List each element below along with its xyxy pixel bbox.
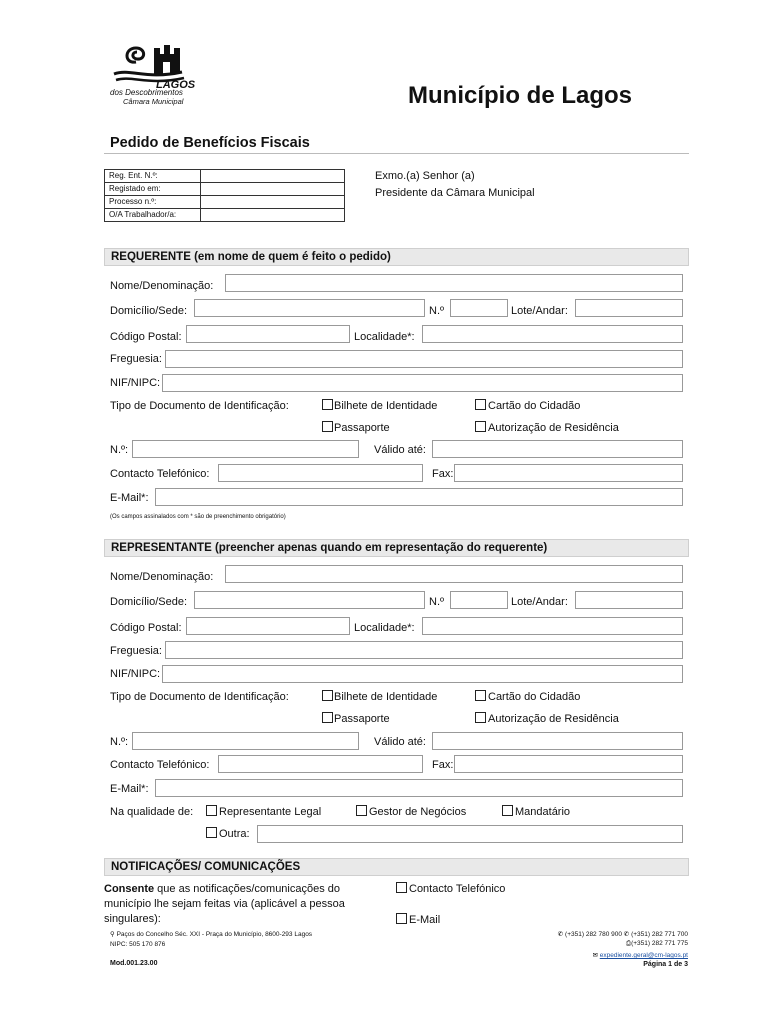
codigo-postal-field[interactable] [186,325,350,343]
footer-phones: ✆ (+351) 282 780 900 ✆ (+351) 282 771 700 [557,931,688,938]
logo-subtitle: dos Descobrimentos [110,88,183,97]
rep-nif-field[interactable] [162,665,683,683]
bi-checkbox[interactable] [322,399,333,410]
fax-field[interactable] [454,464,683,482]
rep-lote-field[interactable] [575,591,683,609]
rep-telefone-label: Contacto Telefónico: [110,759,210,771]
notif-email-label: E-Mail [409,914,441,926]
mail-icon: ✉ [592,952,598,959]
cc-checkbox[interactable] [475,399,486,410]
registry-table [104,169,345,222]
registry-value[interactable] [201,209,345,222]
telefone-field[interactable] [218,464,423,482]
table-row [105,170,345,183]
rep-lote-label: Lote/Andar: [511,596,568,608]
freguesia-field[interactable] [165,350,683,368]
lote-field[interactable] [575,299,683,317]
gestor-checkbox[interactable] [356,805,367,816]
registry-label: Registado em: [105,183,201,196]
rep-passaporte-checkbox[interactable] [322,712,333,723]
numero-label: N.º [429,305,445,317]
outra-field[interactable] [257,825,683,843]
qualidade-label: Na qualidade de: [110,806,194,818]
localidade-label: Localidade*: [354,331,415,343]
footer-email [592,951,688,959]
doc-numero-label: N.º: [110,444,129,456]
rep-freguesia-label: Freguesia: [110,645,162,657]
section-representante: REPRESENTANTE (preencher apenas quando em representação do requerente) [104,539,689,557]
nome-label: Nome/Denominação: [110,280,214,292]
numero-field[interactable] [450,299,508,317]
rep-bi-label: Bilhete de Identidade [334,691,438,703]
rep-localidade-label: Localidade*: [354,622,415,634]
table-row [105,196,345,209]
rep-nif-label: NIF/NIPC: [110,668,161,680]
footer-nipc: NIPC: 505 170 876 [110,941,166,948]
fax-label: Fax: [432,468,454,480]
notif-telefone-checkbox[interactable] [396,882,407,893]
consent-line1: que as notificações/comunicações do [154,883,341,895]
phone-icon: ✆ [557,931,564,938]
rep-domicilio-label: Domicílio/Sede: [110,596,188,608]
codigo-postal-label: Código Postal: [110,331,182,343]
passaporte-checkbox[interactable] [322,421,333,432]
telefone-label: Contacto Telefónico: [110,468,210,480]
passaporte-label: Passaporte [334,422,390,434]
email-link[interactable]: expediente.geral@cm-lagos.pt [599,952,688,959]
autorizacao-label: Autorização de Residência [488,422,619,434]
page-number: Página 1 de 3 [643,961,688,968]
model-code: Mod.001.23.00 [110,960,158,967]
rep-bi-checkbox[interactable] [322,690,333,701]
notif-email-checkbox[interactable] [396,913,407,924]
section-requerente: REQUERENTE (em nome de quem é feito o pedido) [104,248,689,266]
fax-icon: ⎙ [625,940,632,947]
title-divider [104,153,689,154]
nome-field[interactable] [225,274,683,292]
municipality-title: Município de Lagos [408,82,633,109]
doc-numero-field[interactable] [132,440,359,458]
mandatario-checkbox[interactable] [502,805,513,816]
registry-label: Reg. Ent. N.º: [105,170,201,183]
section-notificacoes: NOTIFICAÇÕES/ COMUNICAÇÕES [104,858,689,876]
autorizacao-checkbox[interactable] [475,421,486,432]
logo-emblem-icon [110,42,196,91]
valido-field[interactable] [432,440,683,458]
required-note: (Os campos assinalados com * são de preenchimento obrigatório) [110,514,286,520]
map-pin-icon: ⚲ [110,931,115,938]
nif-field[interactable] [162,374,683,392]
freguesia-label: Freguesia: [110,353,162,365]
consent-line3: singulares): [104,913,161,925]
rep-email-label: E-Mail*: [110,783,149,795]
rep-codigo-postal-label: Código Postal: [110,622,182,634]
registry-value[interactable] [201,170,345,183]
notif-telefone-label: Contacto Telefónico [409,883,506,895]
outra-checkbox[interactable] [206,827,217,838]
consent-text [104,882,374,927]
svg-text:LAGOS: LAGOS [156,79,196,91]
footer-fax: ⎙(+351) 282 771 775 [625,940,688,947]
footer-address: ⚲ Paços do Concelho Séc. XXI - Praça do Município, 8600-293 Lagos [110,931,313,938]
registry-value[interactable] [201,196,345,209]
bi-label: Bilhete de Identidade [334,400,438,412]
rep-cc-label: Cartão do Cidadão [488,691,581,703]
rep-fax-field[interactable] [454,755,683,773]
consent-line2: município lhe sejam feitas via (aplicável a pessoa [104,898,345,910]
rep-localidade-field[interactable] [422,617,683,635]
lote-label: Lote/Andar: [511,305,568,317]
rep-numero-label: N.º [429,596,445,608]
email-label: E-Mail*: [110,492,149,504]
municipal-logo [110,42,196,108]
rep-valido-field[interactable] [432,732,683,750]
rep-cc-checkbox[interactable] [475,690,486,701]
valido-label: Válido até: [374,444,426,456]
rep-telefone-field[interactable] [218,755,423,773]
logo-org: Câmara Municipal [123,97,184,106]
consent-bold: Consente [104,883,155,895]
registry-label: Processo n.º: [105,196,201,209]
domicilio-label: Domicílio/Sede: [110,305,188,317]
rep-fax-label: Fax: [432,759,454,771]
rep-codigo-postal-field[interactable] [186,617,350,635]
domicilio-field[interactable] [194,299,425,317]
rep-nome-field[interactable] [225,565,683,583]
rep-numero-field[interactable] [450,591,508,609]
rep-passaporte-label: Passaporte [334,713,390,725]
tipo-doc-label: Tipo de Documento de Identificação: [110,400,289,412]
rep-email-field[interactable] [155,779,683,797]
rep-nome-label: Nome/Denominação: [110,571,214,583]
mandatario-label: Mandatário [515,806,571,818]
nif-label: NIF/NIPC: [110,377,161,389]
addressee-line2: Presidente da Câmara Municipal [375,187,535,199]
rep-freguesia-field[interactable] [165,641,683,659]
phone-icon: ✆ [623,931,630,938]
representante-legal-checkbox[interactable] [206,805,217,816]
addressee-line1: Exmo.(a) Senhor (a) [375,170,475,182]
rep-tipo-doc-label: Tipo de Documento de Identificação: [110,691,289,703]
rep-autorizacao-checkbox[interactable] [475,712,486,723]
cc-label: Cartão do Cidadão [488,400,581,412]
localidade-field[interactable] [422,325,683,343]
email-field[interactable] [155,488,683,506]
representante-legal-label: Representante Legal [219,806,322,818]
table-row [105,209,345,222]
rep-doc-numero-field[interactable] [132,732,359,750]
rep-doc-numero-label: N.º: [110,736,129,748]
registry-label: O/A Trabalhador/a: [105,209,201,222]
rep-autorizacao-label: Autorização de Residência [488,713,619,725]
outra-label: Outra: [219,828,250,840]
registry-value[interactable] [201,183,345,196]
rep-domicilio-field[interactable] [194,591,425,609]
gestor-label: Gestor de Negócios [369,806,467,818]
rep-valido-label: Válido até: [374,736,426,748]
table-row [105,183,345,196]
form-title: Pedido de Benefícios Fiscais [110,135,310,151]
